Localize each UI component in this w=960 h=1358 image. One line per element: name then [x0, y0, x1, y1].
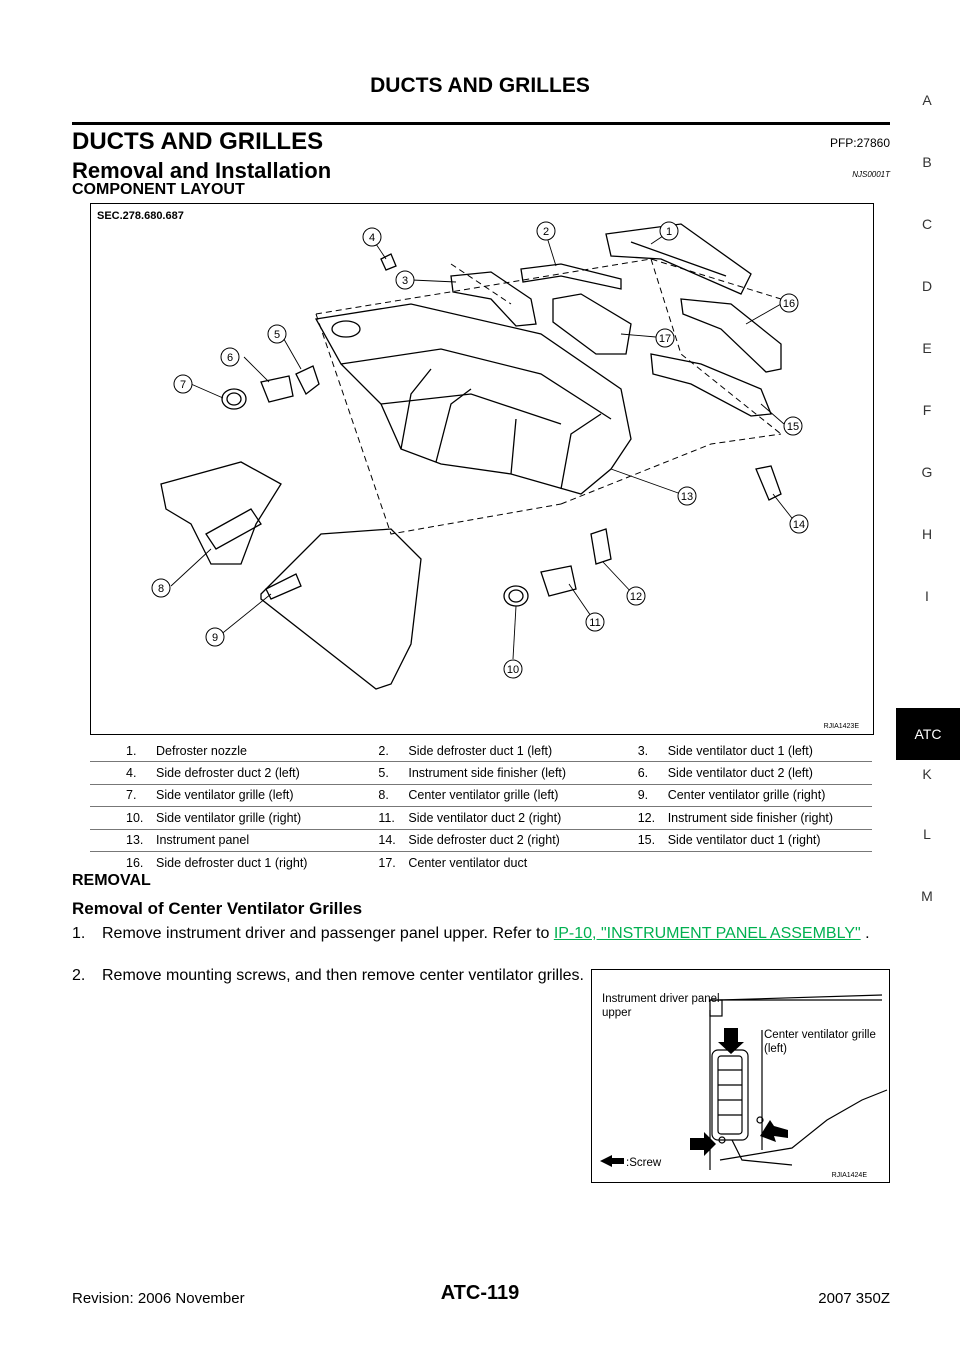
legend-label: Side defroster duct 2 (left) [156, 766, 300, 781]
callout-13: 13 [680, 491, 694, 503]
legend-number: 5. [378, 766, 389, 781]
legend-number: 12. [637, 810, 656, 825]
callout-7: 7 [179, 379, 187, 391]
legend-cell [90, 851, 344, 873]
callout-labels [152, 222, 808, 678]
callout-8: 8 [157, 583, 165, 595]
side-index-l[interactable]: L [923, 826, 931, 842]
callout-1: 1 [665, 226, 673, 238]
callout-10: 10 [506, 664, 520, 676]
screw-legend-arrow-icon [600, 1155, 624, 1167]
side-index-a[interactable]: A [922, 92, 932, 108]
callout-17: 17 [658, 333, 672, 345]
legend-cell [90, 784, 344, 806]
legend-row [90, 851, 872, 873]
side-index-i[interactable]: I [925, 588, 929, 604]
component-legend-table [90, 740, 872, 873]
panel-upper-label: Instrument driver panel upper [602, 993, 720, 1019]
legend-cell [344, 829, 603, 851]
legend-row [90, 762, 872, 784]
legend-cell [90, 762, 344, 784]
legend-label: Side ventilator grille (left) [156, 788, 294, 803]
legend-label: Side defroster duct 1 (right) [156, 855, 308, 870]
step-1-end: . [860, 925, 870, 942]
step-1 [72, 924, 892, 944]
pfp-code: PFP:27860 [829, 136, 890, 150]
legend-number: 4. [126, 766, 137, 781]
legend-label: Side ventilator grille (right) [156, 810, 302, 825]
screw-legend-label: :Screw [626, 1157, 662, 1169]
legend-label: Instrument panel [156, 833, 250, 848]
side-index-b[interactable]: B [922, 154, 932, 170]
footer-model: 2007 350Z [818, 1290, 890, 1307]
side-index-h[interactable]: H [921, 526, 933, 542]
side-index-g[interactable]: G [921, 464, 933, 480]
legend-number: 16. [126, 855, 144, 870]
figure-2-code: RJIA1424E [831, 1172, 867, 1179]
callout-12: 12 [629, 591, 643, 603]
header-rule [72, 122, 890, 125]
legend-row [90, 807, 872, 829]
legend-label: Defroster nozzle [156, 743, 248, 758]
screw-arrow-right-icon [760, 1120, 788, 1142]
figure-code: RJIA1423E [823, 723, 859, 730]
running-header: DUCTS AND GRILLES [370, 74, 590, 97]
legend-label: Center ventilator grille (right) [667, 788, 826, 803]
figure-section-label: SEC.278.680.687 [97, 210, 184, 222]
side-index-c[interactable]: C [921, 216, 933, 232]
legend-label: Instrument side finisher (left) [408, 766, 567, 781]
legend-label: Side ventilator duct 1 (right) [667, 833, 821, 848]
legend-number: 13. [126, 833, 144, 848]
legend-number: 9. [637, 788, 649, 803]
legend-cell [604, 762, 872, 784]
legend-row [90, 829, 872, 851]
legend-number: 11. [378, 810, 395, 825]
section-title: DUCTS AND GRILLES [72, 128, 324, 155]
subsection-code: NJS0001T [852, 170, 890, 179]
legend-label: Instrument side finisher (right) [667, 810, 834, 825]
legend-label: Side defroster duct 1 (left) [408, 743, 553, 758]
legend-number: 17. [378, 855, 396, 870]
legend-cell [90, 807, 344, 829]
callout-14: 14 [792, 519, 806, 531]
step-2-text: Remove mounting screws, and then remove center ventilator grilles. [102, 967, 584, 984]
legend-cell [604, 829, 872, 851]
side-index-m[interactable]: M [921, 888, 933, 904]
legend-number: 7. [126, 788, 137, 803]
legend-cell [344, 851, 603, 873]
callout-11: 11 [589, 617, 601, 629]
component-layout-heading: COMPONENT LAYOUT [72, 181, 245, 198]
removal-heading: REMOVAL [72, 872, 151, 889]
legend-cell [344, 784, 603, 806]
callout-16: 16 [782, 298, 796, 310]
legend-cell [90, 740, 344, 762]
legend-row [90, 740, 872, 762]
legend-label: Center ventilator grille (left) [408, 788, 559, 803]
step-2-number: 2. [72, 967, 86, 984]
legend-number: 2. [378, 743, 389, 758]
legend-cell [344, 740, 603, 762]
legend-label: Side defroster duct 2 (right) [408, 833, 560, 848]
legend-number: 14. [378, 833, 396, 848]
subsection-title: Removal and Installation [72, 158, 332, 183]
legend-cell [604, 740, 872, 762]
callout-4: 4 [368, 232, 376, 244]
callout-3: 3 [401, 275, 409, 287]
callout-5: 5 [273, 329, 281, 341]
side-index-f[interactable]: F [922, 402, 932, 418]
legend-cell [604, 807, 872, 829]
legend-cell [344, 762, 603, 784]
legend-label: Side ventilator duct 2 (left) [667, 766, 813, 781]
exploded-diagram [91, 204, 873, 734]
center-grille-label: Center ventilator grille (left) [764, 1029, 876, 1055]
instrument-panel-assembly-link[interactable]: IP-10, "INSTRUMENT PANEL ASSEMBLY" [553, 925, 861, 942]
step-1-number: 1. [72, 925, 86, 942]
step-1-text: Remove instrument driver and passenger panel upper. Refer to [102, 925, 554, 942]
legend-number: 6. [637, 766, 649, 781]
removal-subheading: Removal of Center Ventilator Grilles [72, 899, 363, 918]
legend-cell [604, 851, 872, 873]
callout-9: 9 [211, 632, 219, 644]
legend-number: 8. [378, 788, 389, 803]
callout-15: 15 [786, 421, 800, 433]
side-index-k[interactable]: K [922, 766, 932, 782]
legend-cell [90, 829, 344, 851]
legend-row [90, 784, 872, 806]
side-index-d[interactable]: D [921, 278, 933, 294]
legend-number: 1. [126, 743, 137, 758]
step-2 [72, 966, 584, 986]
footer-revision: Revision: 2006 November [72, 1290, 245, 1307]
legend-cell [344, 807, 603, 829]
legend-number: 10. [126, 810, 144, 825]
legend-label: Side ventilator duct 1 (left) [667, 743, 813, 758]
footer-page-number: ATC-119 [440, 1282, 520, 1304]
component-layout-figure [90, 203, 874, 735]
legend-cell [604, 784, 872, 806]
legend-number: 3. [637, 743, 649, 758]
legend-number: 15. [637, 833, 656, 848]
legend-label: Side ventilator duct 2 (right) [408, 810, 562, 825]
side-index-e[interactable]: E [922, 340, 932, 356]
side-index-atc-active[interactable]: ATC [896, 708, 960, 760]
callout-6: 6 [226, 352, 234, 364]
callout-2: 2 [542, 226, 550, 238]
legend-label: Center ventilator duct [408, 855, 528, 870]
center-grille-removal-figure [591, 969, 890, 1183]
